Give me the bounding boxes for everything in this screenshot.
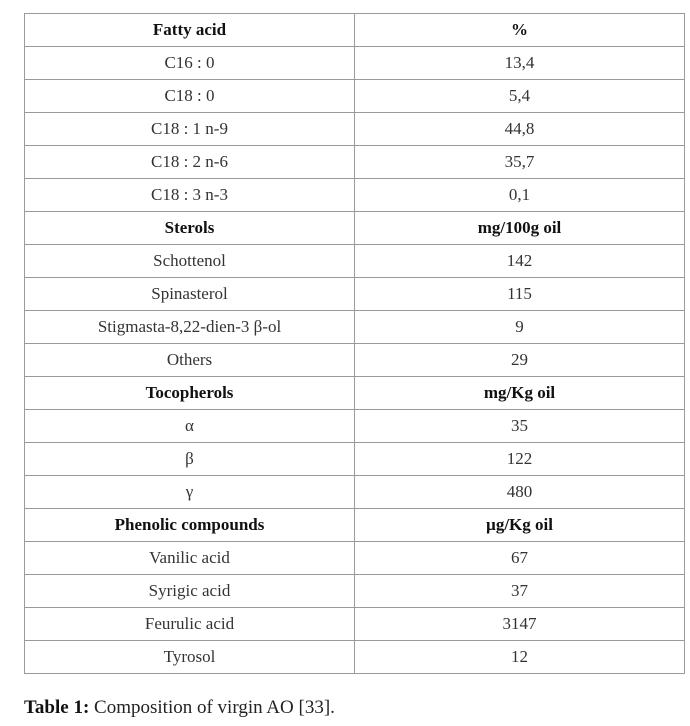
table-row	[25, 608, 685, 641]
row-value-cell: µg/Kg oil	[355, 509, 685, 542]
row-value-cell: 44,8	[355, 113, 685, 146]
row-label-cell: C16 : 0	[25, 47, 355, 80]
row-label-cell: Tocopherols	[25, 377, 355, 410]
row-value-cell: 3147	[355, 608, 685, 641]
row-value-cell: 5,4	[355, 80, 685, 113]
table-body	[25, 14, 685, 674]
row-label-cell: C18 : 0	[25, 80, 355, 113]
table-row	[25, 245, 685, 278]
table-row	[25, 47, 685, 80]
row-value-cell: 480	[355, 476, 685, 509]
row-value-cell: 29	[355, 344, 685, 377]
row-label-cell: Tyrosol	[25, 641, 355, 674]
table-row	[25, 146, 685, 179]
row-label-cell: Vanilic acid	[25, 542, 355, 575]
row-value-cell: 115	[355, 278, 685, 311]
table-row	[25, 641, 685, 674]
table-row	[25, 542, 685, 575]
table-row	[25, 311, 685, 344]
row-value-cell: %	[355, 14, 685, 47]
row-label-cell: C18 : 1 n-9	[25, 113, 355, 146]
row-label-cell: γ	[25, 476, 355, 509]
table-row	[25, 443, 685, 476]
table-section-header	[25, 377, 685, 410]
row-value-cell: 9	[355, 311, 685, 344]
row-value-cell: 0,1	[355, 179, 685, 212]
row-value-cell: 12	[355, 641, 685, 674]
row-value-cell: mg/Kg oil	[355, 377, 685, 410]
composition-table	[24, 13, 685, 674]
row-value-cell: 35	[355, 410, 685, 443]
row-label-cell: Feurulic acid	[25, 608, 355, 641]
row-label-cell: Phenolic compounds	[25, 509, 355, 542]
table-caption	[24, 697, 335, 719]
table-row	[25, 113, 685, 146]
row-label-cell: Syrigic acid	[25, 575, 355, 608]
row-label-cell: Spinasterol	[25, 278, 355, 311]
table-row	[25, 575, 685, 608]
row-value-cell: 13,4	[355, 47, 685, 80]
row-value-cell: mg/100g oil	[355, 212, 685, 245]
table-row	[25, 179, 685, 212]
row-label-cell: Stigmasta-8,22-dien-3 β-ol	[25, 311, 355, 344]
table-row	[25, 278, 685, 311]
table-section-header	[25, 509, 685, 542]
row-label-cell: Schottenol	[25, 245, 355, 278]
row-value-cell: 35,7	[355, 146, 685, 179]
row-label-cell: β	[25, 443, 355, 476]
row-value-cell: 142	[355, 245, 685, 278]
row-label-cell: Sterols	[25, 212, 355, 245]
row-value-cell: 37	[355, 575, 685, 608]
table-row	[25, 80, 685, 113]
row-value-cell: 122	[355, 443, 685, 476]
row-label-cell: Others	[25, 344, 355, 377]
row-label-cell: C18 : 2 n-6	[25, 146, 355, 179]
caption-label: Table 1:	[24, 697, 90, 718]
table-section-header	[25, 14, 685, 47]
row-value-cell: 67	[355, 542, 685, 575]
table-row	[25, 476, 685, 509]
caption-text: Composition of virgin AO [33].	[89, 697, 335, 718]
row-label-cell: α	[25, 410, 355, 443]
table-row	[25, 344, 685, 377]
row-label-cell: Fatty acid	[25, 14, 355, 47]
table-section-header	[25, 212, 685, 245]
table-row	[25, 410, 685, 443]
row-label-cell: C18 : 3 n-3	[25, 179, 355, 212]
